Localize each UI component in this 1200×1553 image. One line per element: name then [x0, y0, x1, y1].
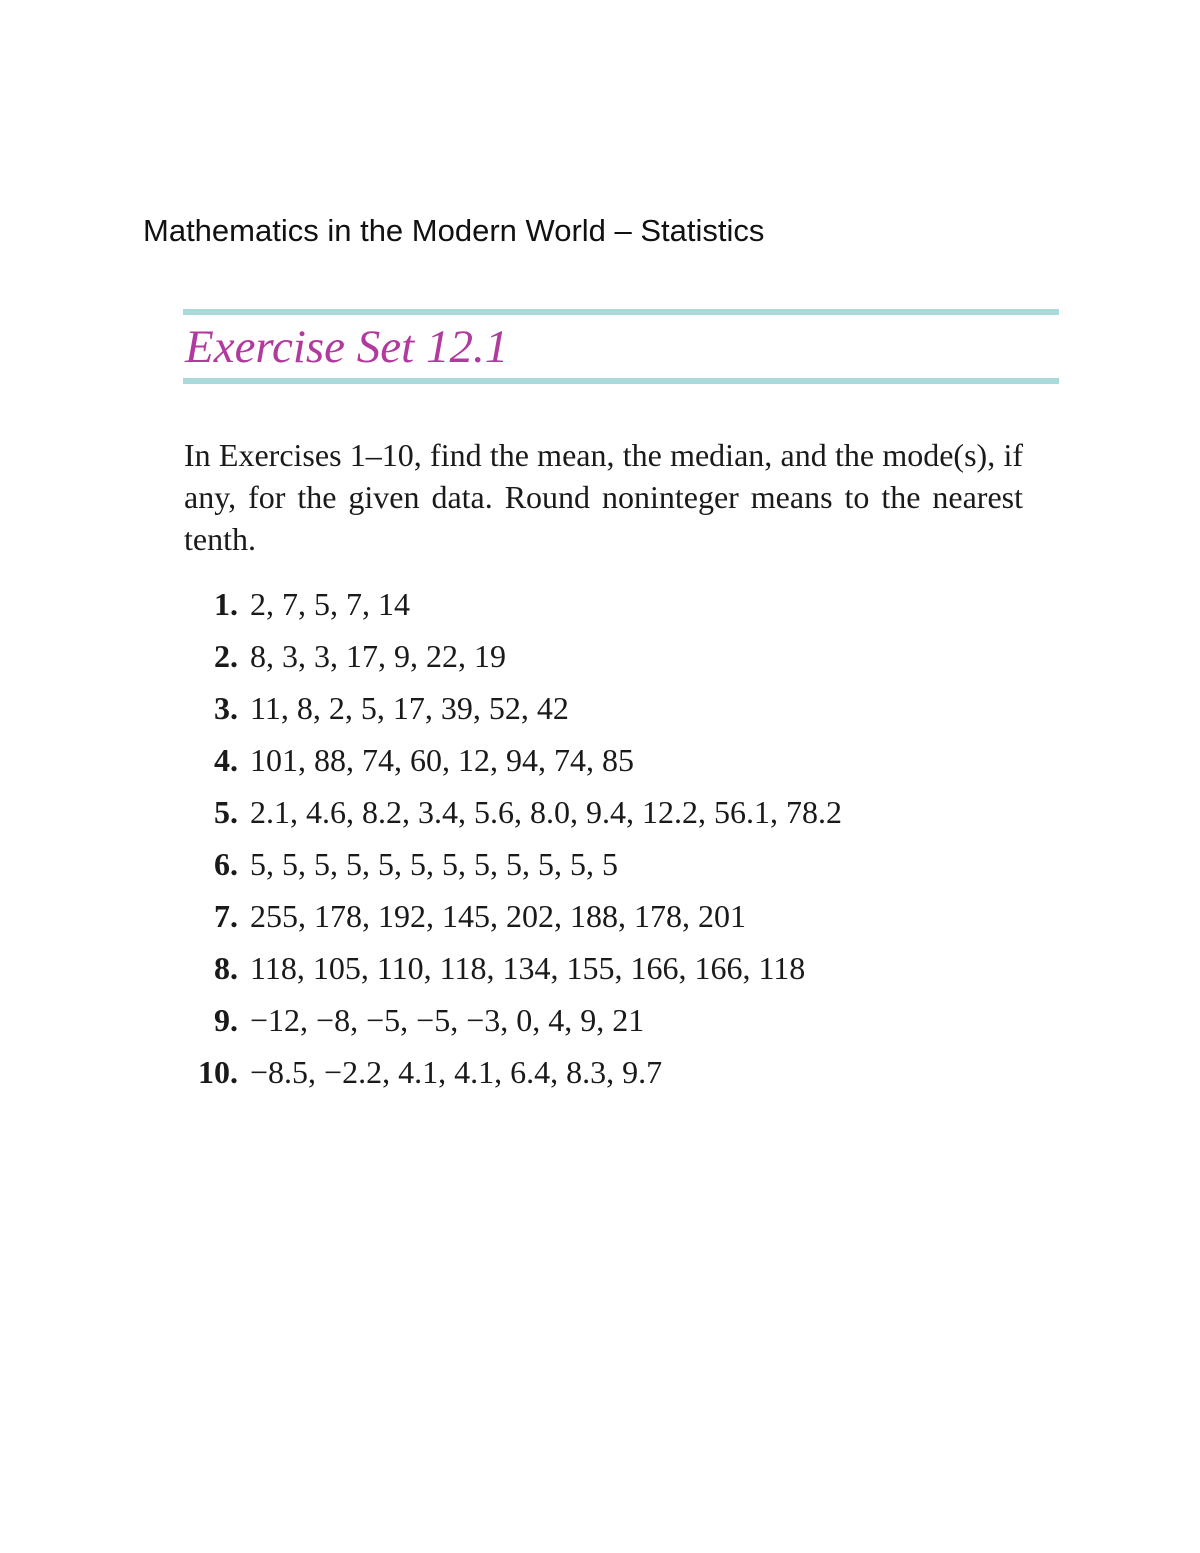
- exercise-number: 10.: [198, 1054, 238, 1090]
- exercise-number: 8.: [214, 950, 238, 986]
- exercise-number: 5.: [214, 794, 238, 830]
- exercise-number: 4.: [214, 742, 238, 778]
- title-bottom-rule: [183, 378, 1059, 384]
- exercise-number: 9.: [214, 1002, 238, 1038]
- exercise-item: [184, 896, 842, 948]
- course-title: Mathematics in the Modern World – Statistics: [143, 213, 765, 248]
- exercise-list: [184, 584, 842, 1104]
- exercise-data: 11, 8, 2, 5, 17, 39, 52, 42: [250, 690, 569, 726]
- exercise-data: 2.1, 4.6, 8.2, 3.4, 5.6, 8.0, 9.4, 12.2, 56.1, 78.2: [250, 794, 842, 830]
- exercise-item: [184, 1052, 842, 1104]
- exercise-data: 8, 3, 3, 17, 9, 22, 19: [250, 638, 506, 674]
- exercise-data: 255, 178, 192, 145, 202, 188, 178, 201: [250, 898, 746, 934]
- exercise-data: −12, −8, −5, −5, −3, 0, 4, 9, 21: [250, 1002, 645, 1038]
- exercise-number: 1.: [214, 586, 238, 622]
- exercise-number: 7.: [214, 898, 238, 934]
- exercise-data: 101, 88, 74, 60, 12, 94, 74, 85: [250, 742, 634, 778]
- section-title: Exercise Set 12.1: [185, 321, 509, 373]
- exercise-number: 3.: [214, 690, 238, 726]
- exercise-data: −8.5, −2.2, 4.1, 4.1, 6.4, 8.3, 9.7: [250, 1054, 663, 1090]
- exercise-data: 2, 7, 5, 7, 14: [250, 586, 410, 622]
- exercise-item: [184, 792, 842, 844]
- exercise-item: [184, 584, 842, 636]
- exercise-instructions: In Exercises 1–10, find the mean, the median, and the mode(s), if any, for the given data. Round noninteger means to the nearest tenth.: [184, 437, 1023, 557]
- exercise-item: [184, 1000, 842, 1052]
- exercise-item: [184, 740, 842, 792]
- exercise-item: [184, 636, 842, 688]
- exercise-item: [184, 688, 842, 740]
- exercise-number: 6.: [214, 846, 238, 882]
- exercise-data: 118, 105, 110, 118, 134, 155, 166, 166, 118: [250, 950, 806, 986]
- exercise-item: [184, 948, 842, 1000]
- exercise-data: 5, 5, 5, 5, 5, 5, 5, 5, 5, 5, 5, 5: [250, 846, 618, 882]
- exercise-item: [184, 844, 842, 896]
- title-top-rule: [183, 309, 1059, 315]
- exercise-number: 2.: [214, 638, 238, 674]
